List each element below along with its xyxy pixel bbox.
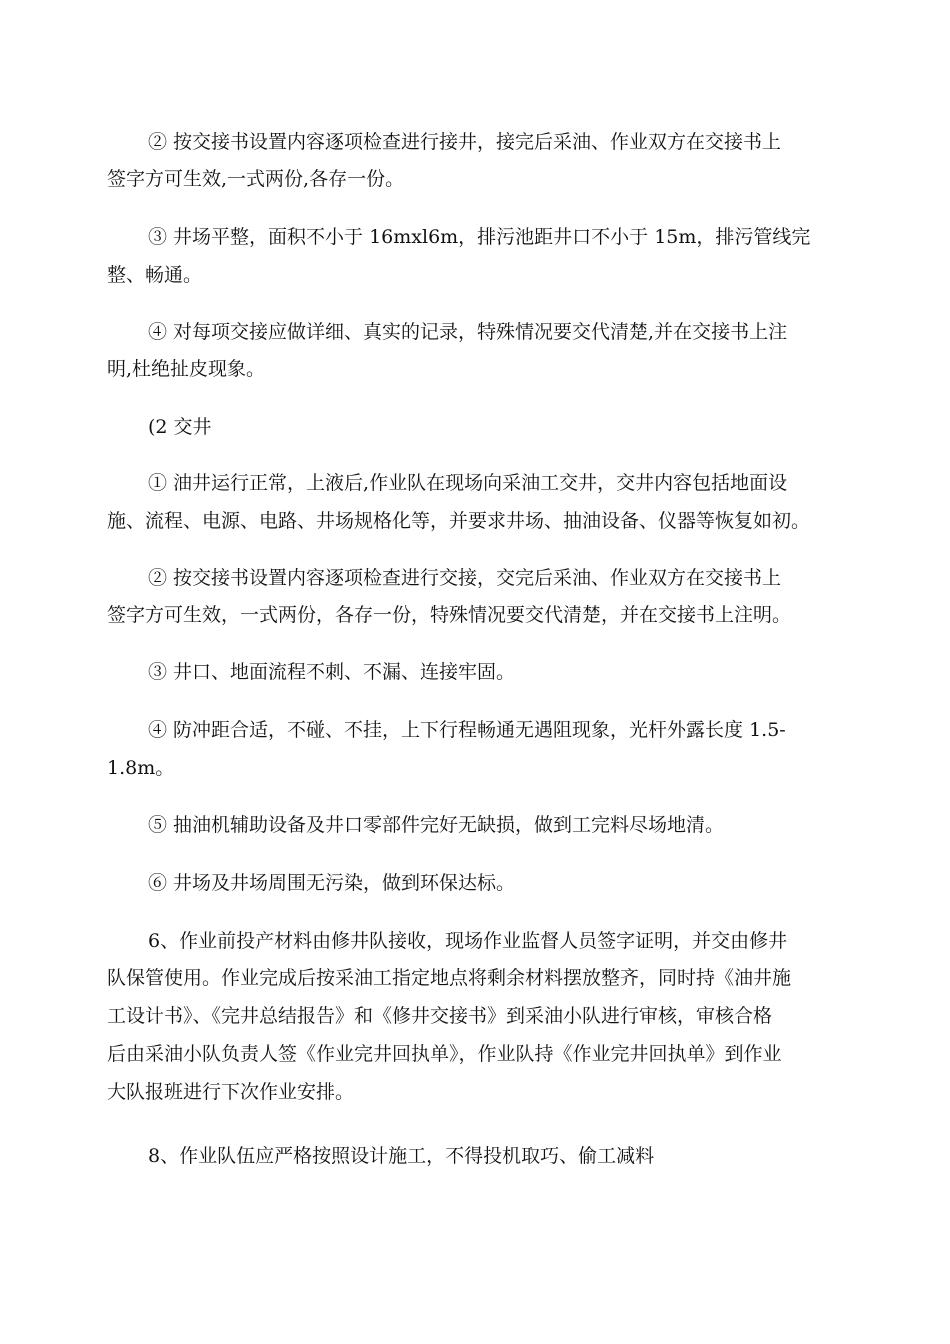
paragraph-line: 后由采油小队负责人签《作业完井回执单》，作业队持《作业完井回执单》到作业 (107, 1043, 782, 1065)
paragraph-line: ② 按交接书设置内容逐项检查进行交接，交完后采油、作业双方在交接书上 (148, 567, 782, 589)
paragraph-line: 8、作业队伍应严格按照设计施工，不得投机取巧、偷工减料 (148, 1145, 655, 1167)
paragraph-line: 大队报班进行下次作业安排。 (107, 1081, 355, 1103)
paragraph-line: 签字方可生效,一式两份,各存一份。 (107, 168, 405, 190)
paragraph-line: 1.8m。 (107, 757, 175, 779)
paragraph-line: ② 按交接书设置内容逐项检查进行接井，接完后采油、作业双方在交接书上 (148, 131, 782, 153)
paragraph-line: ④ 对每项交接应做详细、真实的记录，特殊情况要交代清楚,并在交接书上注 (148, 321, 788, 343)
paragraph-line: ③ 井场平整，面积不小于 16mxl6m，排污池距井口不小于 15m，排污管线完 (148, 226, 811, 248)
paragraph-line: 签字方可生效，一式两份，各存一份，特殊情况要交代清楚，并在交接书上注明。 (107, 604, 792, 626)
paragraph-line: ③ 井口、地面流程不刺、不漏、连接牢固。 (148, 661, 516, 683)
paragraph-line: 6、作业前投产材料由修井队接收，现场作业监督人员签字证明，并交由修井 (148, 930, 788, 952)
paragraph-line: ① 油井运行正常，上液后,作业队在现场向采油工交井，交井内容包括地面设 (148, 472, 788, 494)
paragraph-line: ⑥ 井场及井场周围无污染，做到环保达标。 (148, 872, 516, 894)
paragraph-line: 施、流程、电源、电路、井场规格化等，并要求井场、抽油设备、仪器等恢复如初。 (107, 510, 811, 532)
paragraph-line: 队保管使用。作业完成后按采油工指定地点将剩余材料摆放整齐，同时持《油井施 (107, 967, 792, 989)
paragraph-line: ⑤ 抽油机辅助设备及井口零部件完好无缺损，做到工完料尽场地清。 (148, 814, 725, 836)
paragraph-line: 整、畅通。 (107, 264, 203, 286)
section-heading: (2 交井 (148, 416, 212, 438)
paragraph-line: ④ 防冲距合适，不碰、不挂，上下行程畅通无遇阻现象，光杆外露长度 1.5- (148, 719, 786, 741)
paragraph-line: 明,杜绝扯皮现象。 (107, 358, 266, 380)
paragraph-line: 工设计书》、《完井总结报告》和《修井交接书》到采油小队进行审核，审核合格 (107, 1005, 773, 1027)
